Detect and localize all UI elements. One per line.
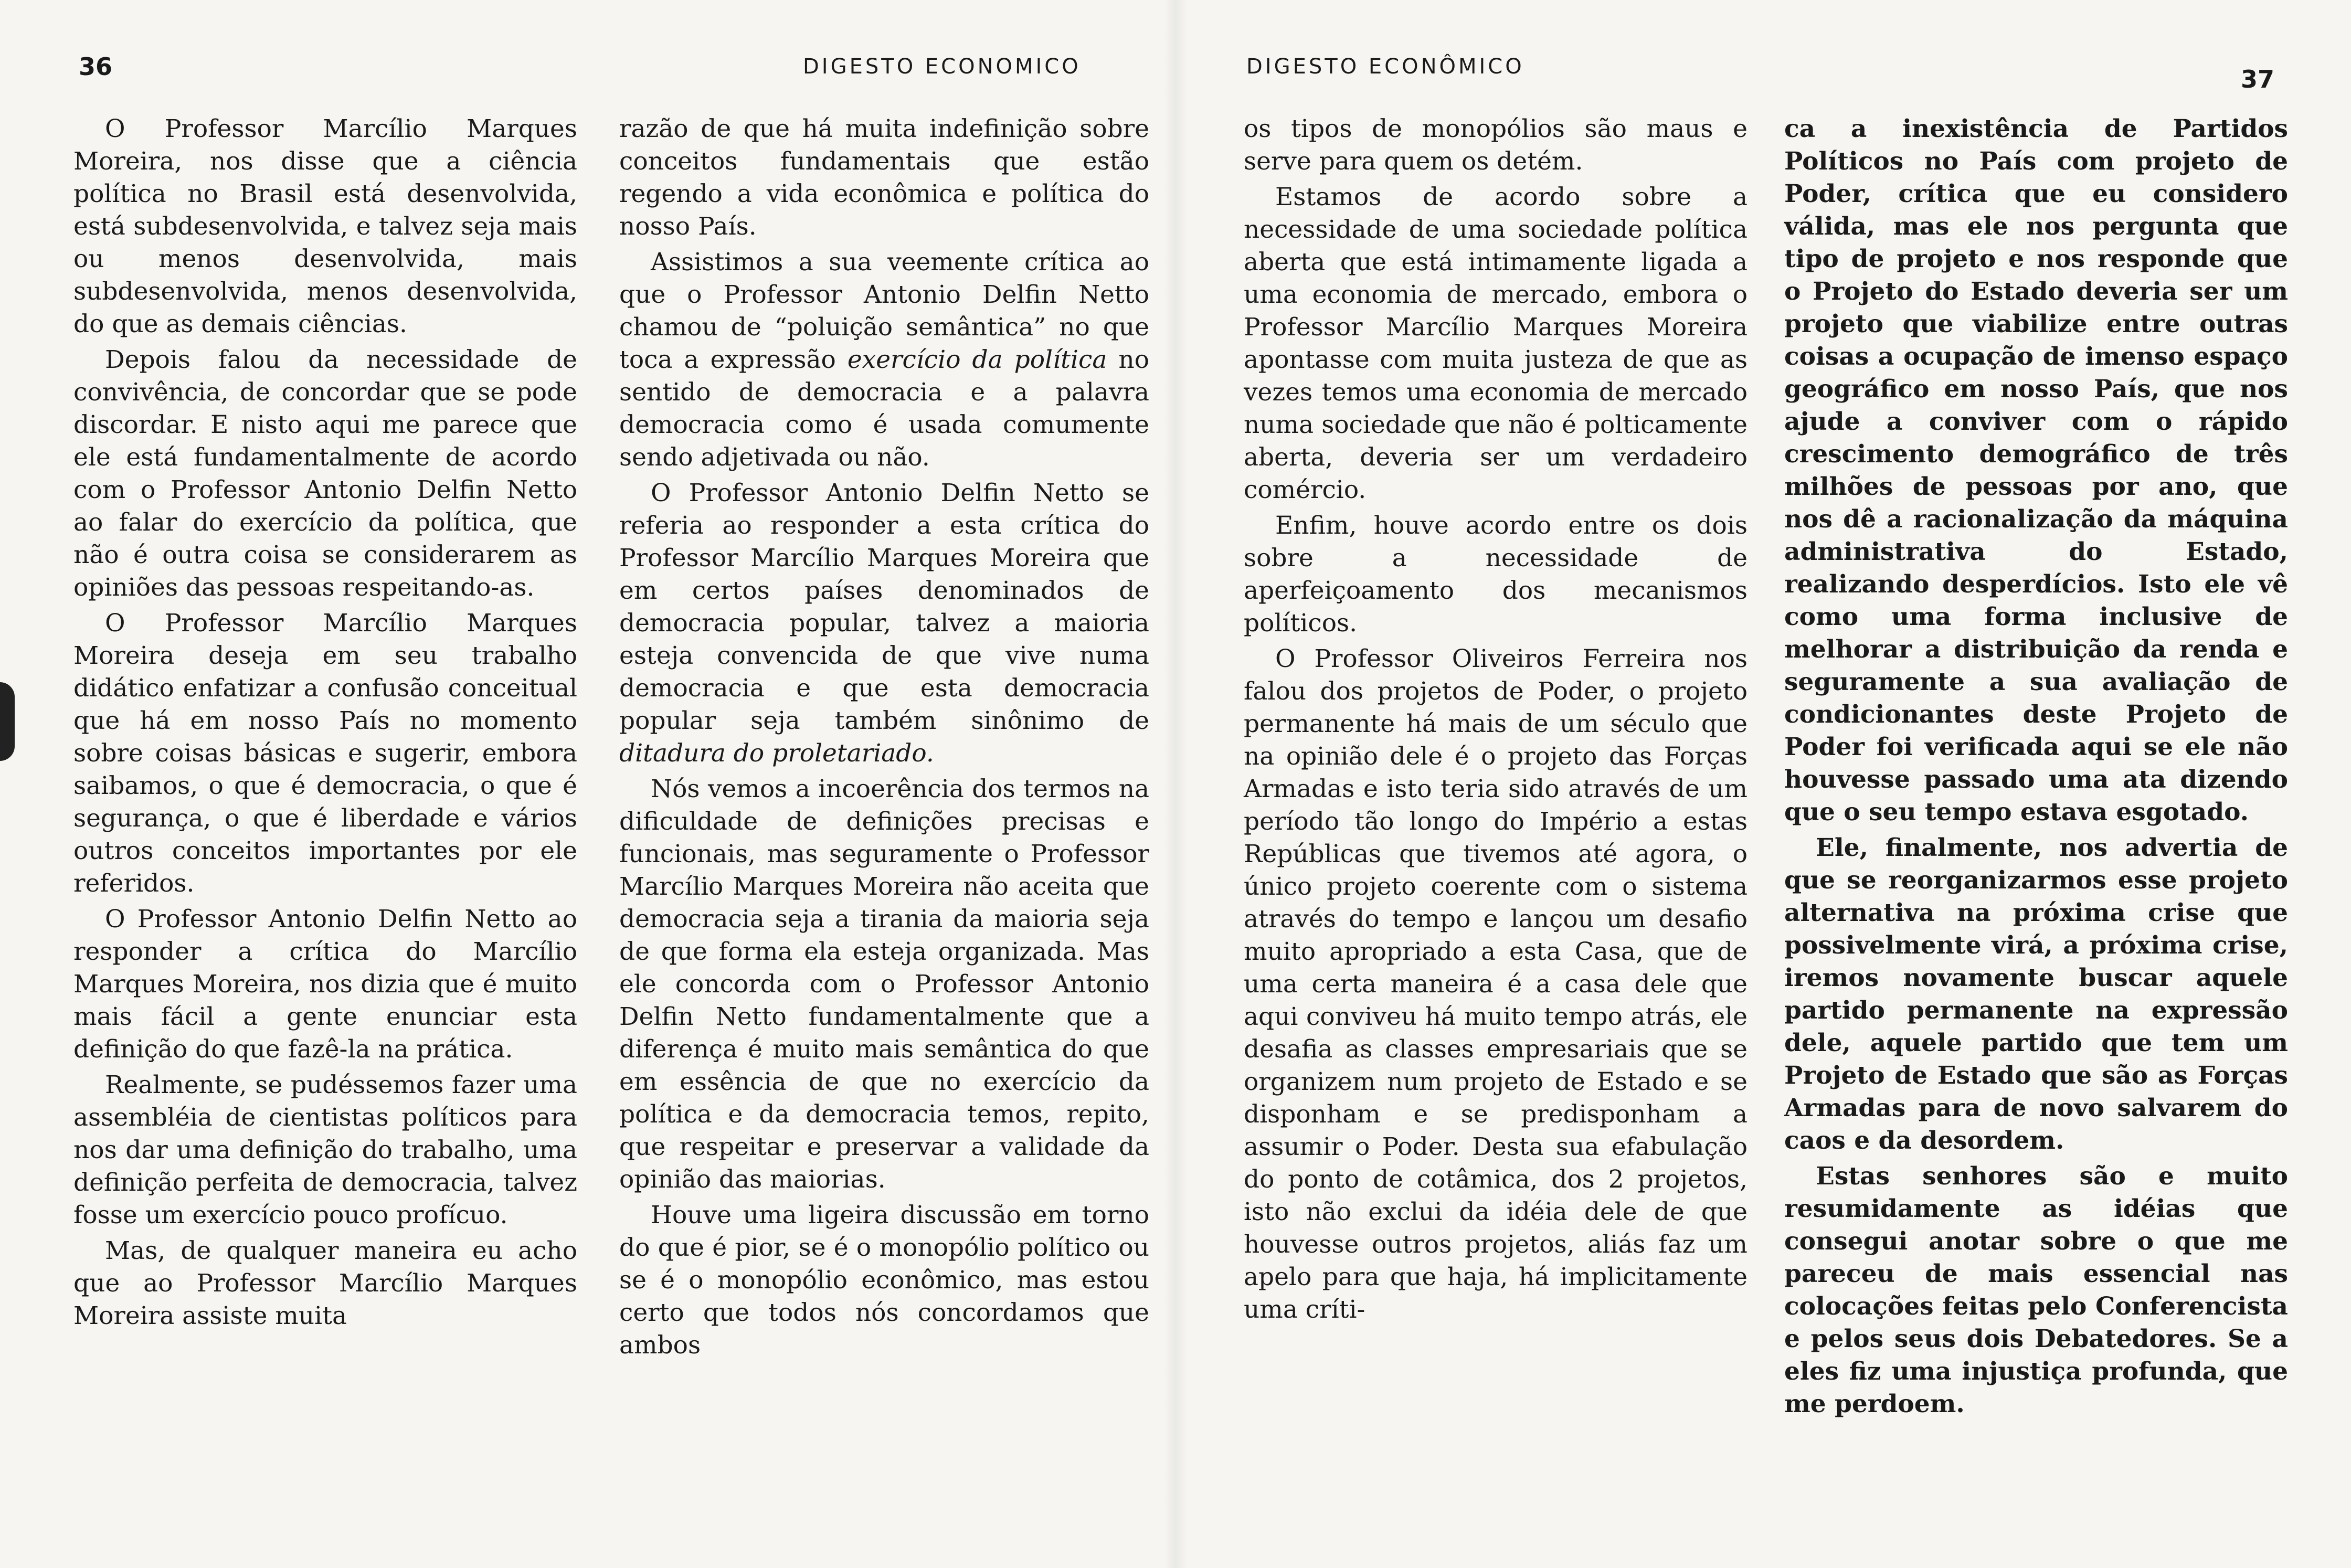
paragraph [619,246,1149,474]
italic-term: ditadura do proletariado. [619,739,934,768]
margin-binding-mark [0,682,15,761]
paragraph: Estas senhores são e muito resumidamente as idéias que consegui anotar sobre o que me pareceu de mais essencial nas colocações feitas pelo Conferencista e pelos seus dois Debatedores. Se a eles fiz uma injustiça profunda, que me perdoem. [1784,1162,2288,1418]
page-number: 37 [2241,65,2275,93]
paragraph: Nós vemos a incoerência dos termos na dificuldade de definições precisas e funcionais, mas seguramente o Professor Marcílio Marques Moreira não aceita que democracia seja a tirania da maioria seja de que forma ela esteja organizada. Mas ele concorda com o Professor Antonio Delfin Netto fundamentalmente que a diferença é muito mais semântica do que em essência de que no exercício da política e da democracia temos, repito, que respeitar e preservar a validade da opinião das maiorias. [619,775,1149,1194]
paragraph [619,477,1149,770]
paragraph: O Professor Antonio Delfin Netto ao responder a crítica do Marcílio Marques Moreira, nos dizia que é muito mais fácil a gente enunciar esta definição do que fazê-la na prática. [73,905,577,1064]
paragraph: O Professor Oliveiros Ferreira nos falou dos projetos de Poder, o projeto permanente há mais de um século que na opinião dele é o projeto das Forças Armadas e isto teria sido através de um período tão longo do Império a estas Repúblicas que tivemos até agora, o único projeto coerente com o sistema através do tempo e lançou um desafio muito apropriado a esta Casa, que de uma certa maneira é a casa dele que aqui conviveu há muito tempo atrás, ele desafia as classes empresariais que se organizem num projeto de Estado e se disponham e se predisponham a assumir o Poder. Desta sua efabulação do ponto de cotâmica, dos 2 projetos, isto não exclui da idéia dele de que houvesse outros projetos, aliás faz um apelo para que haja, há implicitamente uma críti- [1244,644,1748,1324]
paragraph: os tipos de monopólios são maus e serve para quem os detém. [1244,114,1748,176]
paragraph: Ele, finalmente, nos advertia de que se reorganizarmos esse projeto alternativa na próxima crise que possivelmente virá, a próxima crise, iremos novamente buscar aquele partido permanente na expressão dele, aquele partido que tem um Projeto de Estado que são as Forças Armadas para de novo salvarem do caos e da desordem. [1784,833,2288,1155]
text-column-right-a [1244,113,1748,1329]
text-column-left-a [73,113,577,1336]
text-run: Assistimos a sua veemente crítica ao que o Professor Antonio Delfin Netto chamou de “poluição semântica” no que toca a expressão [619,248,1149,374]
italic-term: exercício da política [847,345,1107,374]
paragraph: Mas, de qualquer maneira eu acho que ao Professor Marcílio Marques Moreira assiste muita [73,1236,577,1330]
text-run: O Professor Antonio Delfin Netto se referia ao responder a esta crítica do Professor Marcílio Marques Moreira que em certos países denominados de democracia popular, talvez a maioria esteja convencida de que vive numa democracia e que esta democracia popular seja também sinônimo de [619,479,1149,735]
running-head: DIGESTO ECONÔMICO [1246,55,1524,79]
paragraph: O Professor Marcílio Marques Moreira, nos disse que a ciência política no Brasil está desenvolvida, está subdesenvolvida, e talvez seja mais ou menos desenvolvida, mais subdesenvolvida, menos desenvolvida, do que as demais ciências. [73,114,577,338]
running-head: DIGESTO ECONOMICO [803,55,1081,79]
page-number: 36 [79,52,113,81]
text-run: no sentido de democracia e a palavra democracia como é usada comumente sendo adjetivada ou não. [619,345,1149,472]
paragraph: ca a inexistência de Partidos Políticos no País com projeto de Poder, crítica que eu considero válida, mas ele nos pergunta que tipo de projeto e nos responde que o Projeto do Estado deveria ser um projeto que viabilize entre outras coisas a ocupação de imenso espaço geográfico em nosso País, que nos ajude a conviver com o rápido crescimento demográfico de três milhões de pessoas por ano, que nos dê a racionalização da máquina administrativa do Estado, realizando desperdícios. Isto ele vê como uma forma inclusive de melhorar a distribuição da renda e seguramente a sua avaliação de condicionantes deste Projeto de Poder foi verificada aqui se ele não houvesse passado uma ata dizendo que o seu tempo estava esgotado. [1784,114,2288,827]
text-column-left-b [619,113,1149,1365]
text-column-right-b [1784,113,2288,1424]
paragraph: Enfim, houve acordo entre os dois sobre a necessidade de aperfeiçoamento dos mecanismos políticos. [1244,511,1748,638]
right-page [1176,0,2351,1568]
paragraph: Realmente, se pudéssemos fazer uma assembléia de cientistas políticos para nos dar uma definição do trabalho, uma definição perfeita de democracia, talvez fosse um exercício pouco profícuo. [73,1071,577,1230]
paragraph: O Professor Marcílio Marques Moreira deseja em seu trabalho didático enfatizar a confusão conceitual que há em nosso País no momento sobre coisas básicas e sugerir, embora saibamos, o que é democracia, o que é segurança, o que é liberdade e vários outros conceitos importantes por ele referidos. [73,609,577,898]
paragraph: razão de que há muita indefinição sobre conceitos fundamentais que estão regendo a vida econômica e política do nosso País. [619,114,1149,241]
paragraph: Depois falou da necessidade de convivência, de concordar que se pode discordar. E nisto aqui me parece que ele está fundamentalmente de acordo com o Professor Antonio Delfin Netto ao falar do exercício da política, que não é outra coisa se considerarem as opiniões das pessoas respeitando-as. [73,345,577,602]
paragraph: Estamos de acordo sobre a necessidade de uma sociedade política aberta que está intimamente ligada a uma economia de mercado, embora o Professor Marcílio Marques Moreira apontasse com muita justeza de que as vezes temos uma economia de mercado numa sociedade que não é polticamente aberta, deveria ser um verdadeiro comércio. [1244,183,1748,504]
paragraph: Houve uma ligeira discussão em torno do que é pior, se é o monopólio político ou se é o monopólio econômico, mas estou certo que todos nós concordamos que ambos [619,1201,1149,1360]
